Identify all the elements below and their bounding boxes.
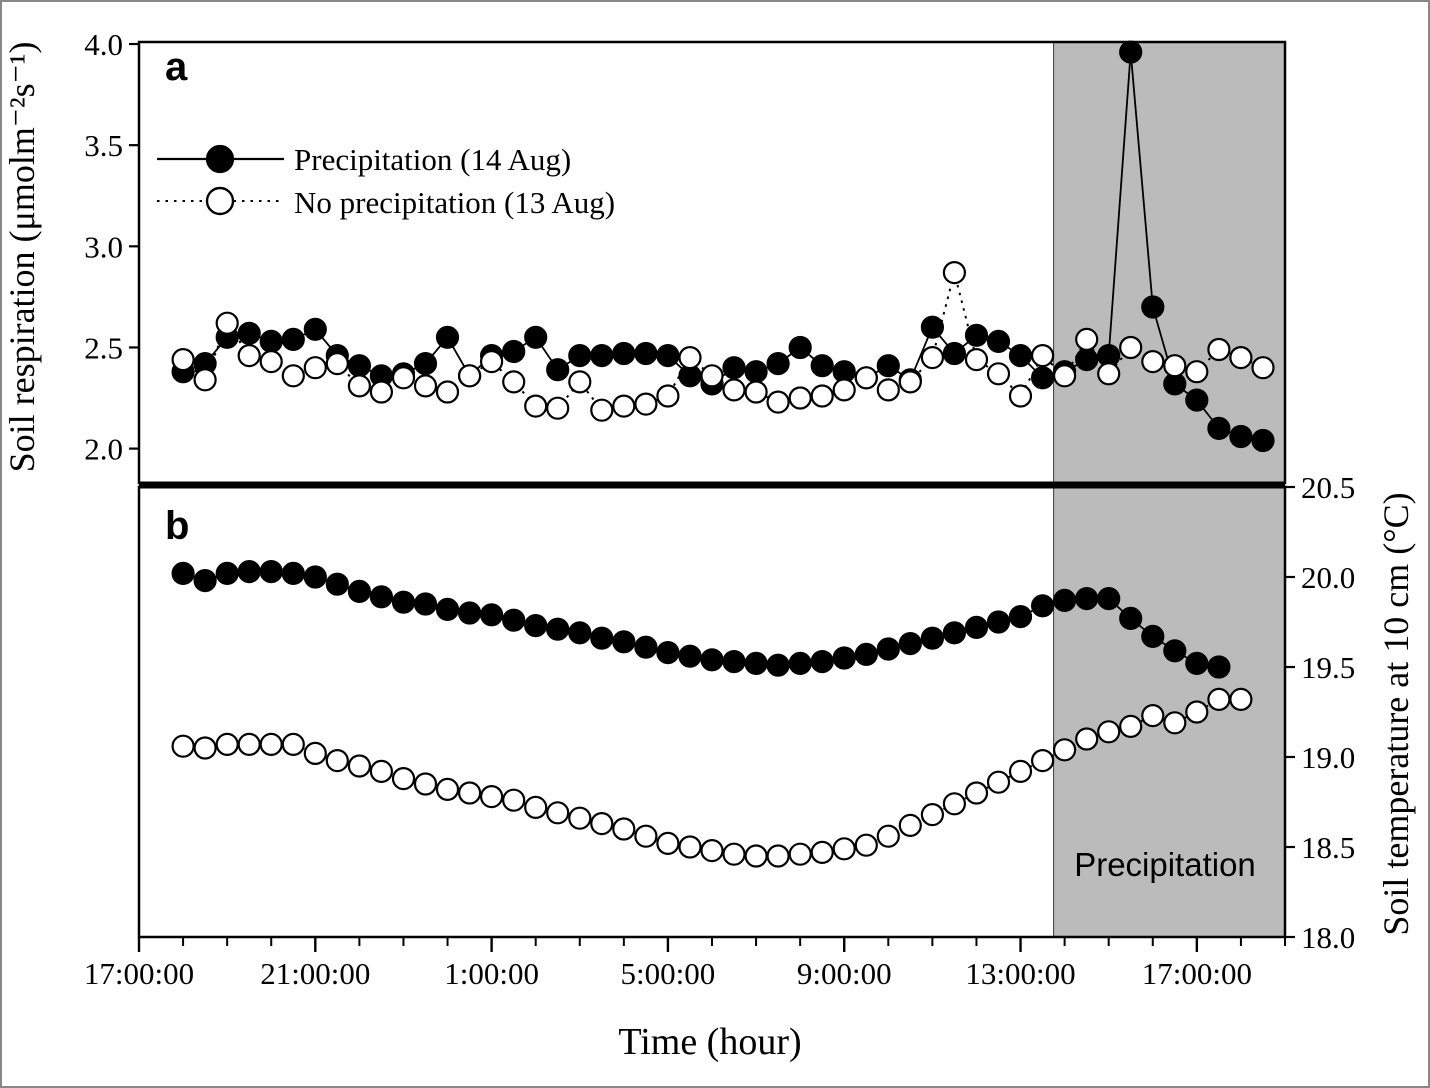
data-point-open-circle-panel-b bbox=[856, 835, 877, 856]
x-axis-tick-label: 1:00:00 bbox=[444, 956, 539, 991]
data-point-open-circle-panel-b bbox=[1054, 739, 1075, 760]
data-point-open-circle-panel-b bbox=[1208, 689, 1229, 710]
data-point-filled-circle-panel-b bbox=[481, 604, 502, 625]
data-point-filled-circle-panel-b bbox=[437, 599, 458, 620]
data-point-open-circle-panel-b bbox=[261, 734, 282, 755]
data-point-open-circle-panel-a bbox=[437, 382, 458, 403]
data-point-filled-circle-panel-a bbox=[657, 345, 678, 366]
data-point-filled-circle-panel-b bbox=[922, 628, 943, 649]
data-point-open-circle-panel-a bbox=[371, 382, 392, 403]
data-point-open-circle-panel-a bbox=[195, 369, 216, 390]
y-axis-right-tick-label: 18.5 bbox=[1301, 830, 1356, 865]
data-point-open-circle-panel-a bbox=[1208, 339, 1229, 360]
data-point-filled-circle-panel-b bbox=[966, 617, 987, 638]
data-point-open-circle-panel-b bbox=[702, 840, 723, 861]
y-axis-left-tick-label: 3.0 bbox=[84, 229, 123, 265]
x-axis-tick-label: 13:00:00 bbox=[965, 956, 1076, 991]
data-point-filled-circle-panel-b bbox=[988, 612, 1009, 633]
data-point-open-circle-panel-a bbox=[591, 400, 612, 421]
data-point-open-circle-panel-b bbox=[459, 783, 480, 804]
data-point-filled-circle-panel-a bbox=[746, 361, 767, 382]
data-point-open-circle-panel-a bbox=[525, 396, 546, 417]
data-point-filled-circle-panel-b bbox=[217, 563, 238, 584]
data-point-open-circle-panel-a bbox=[657, 386, 678, 407]
data-point-filled-circle-panel-b bbox=[459, 603, 480, 624]
data-point-open-circle-panel-b bbox=[195, 738, 216, 759]
data-point-open-circle-panel-a bbox=[988, 363, 1009, 384]
data-point-filled-circle-panel-b bbox=[900, 633, 921, 654]
data-point-open-circle-panel-a bbox=[900, 371, 921, 392]
data-point-filled-circle-panel-b bbox=[239, 561, 260, 582]
data-point-open-circle-panel-b bbox=[569, 808, 590, 829]
data-point-open-circle-panel-a bbox=[1076, 329, 1097, 350]
data-point-open-circle-panel-b bbox=[966, 783, 987, 804]
data-point-filled-circle-panel-b bbox=[613, 631, 634, 652]
data-point-filled-circle-panel-b bbox=[1208, 657, 1229, 678]
data-point-open-circle-panel-b bbox=[239, 734, 260, 755]
data-point-open-circle-panel-b bbox=[1098, 721, 1119, 742]
data-point-open-circle-panel-b bbox=[1120, 716, 1141, 737]
data-point-filled-circle-panel-b bbox=[173, 563, 194, 584]
data-point-open-circle-panel-a bbox=[415, 375, 436, 396]
data-point-filled-circle-panel-b bbox=[768, 655, 789, 676]
data-point-open-circle-panel-a bbox=[1120, 337, 1141, 358]
two-panel-chart bbox=[2, 2, 1430, 1088]
y-axis-right-tick-label: 20.0 bbox=[1301, 560, 1356, 595]
data-point-filled-circle-panel-b bbox=[1032, 595, 1053, 616]
data-point-filled-circle-panel-b bbox=[1164, 640, 1185, 661]
data-point-filled-circle-panel-b bbox=[591, 628, 612, 649]
precipitation-band-panel-a bbox=[1054, 42, 1285, 483]
data-point-open-circle-panel-b bbox=[790, 844, 811, 865]
data-point-filled-circle-panel-a bbox=[283, 329, 304, 350]
data-point-filled-circle-panel-b bbox=[834, 648, 855, 669]
data-point-filled-circle-panel-b bbox=[724, 651, 745, 672]
y-axis-right-tick-label: 19.5 bbox=[1301, 650, 1356, 685]
data-point-filled-circle-panel-a bbox=[922, 317, 943, 338]
legend-label-no-precipitation: No precipitation (13 Aug) bbox=[294, 185, 616, 220]
data-point-open-circle-panel-a bbox=[856, 367, 877, 388]
data-point-open-circle-panel-b bbox=[393, 768, 414, 789]
data-point-filled-circle-panel-a bbox=[503, 341, 524, 362]
data-point-open-circle-panel-b bbox=[900, 815, 921, 836]
y-axis-left-tick-label: 2.5 bbox=[84, 330, 123, 366]
data-point-open-circle-panel-a bbox=[327, 353, 348, 374]
data-point-open-circle-panel-a bbox=[393, 367, 414, 388]
data-point-open-circle-panel-b bbox=[768, 846, 789, 867]
data-point-filled-circle-panel-a bbox=[349, 355, 370, 376]
data-point-filled-circle-panel-b bbox=[1186, 653, 1207, 674]
data-point-open-circle-panel-b bbox=[415, 774, 436, 795]
data-point-filled-circle-panel-a bbox=[1230, 426, 1251, 447]
data-point-filled-circle-panel-a bbox=[415, 353, 436, 374]
data-point-open-circle-panel-b bbox=[1142, 705, 1163, 726]
x-axis-tick-label: 17:00:00 bbox=[1141, 956, 1252, 991]
data-point-filled-circle-panel-a bbox=[812, 355, 833, 376]
y-axis-right-tick-label: 20.5 bbox=[1301, 470, 1356, 505]
data-point-filled-circle-panel-a bbox=[635, 343, 656, 364]
data-point-open-circle-panel-a bbox=[217, 313, 238, 334]
data-point-open-circle-panel-a bbox=[613, 396, 634, 417]
data-point-filled-circle-panel-b bbox=[1098, 588, 1119, 609]
data-point-open-circle-panel-a bbox=[878, 379, 899, 400]
data-point-open-circle-panel-a bbox=[702, 365, 723, 386]
data-point-open-circle-panel-b bbox=[746, 846, 767, 867]
data-point-open-circle-panel-a bbox=[283, 365, 304, 386]
y-axis-left-tick-label: 3.5 bbox=[84, 128, 123, 164]
data-point-open-circle-panel-a bbox=[261, 351, 282, 372]
x-axis-tick-label: 21:00:00 bbox=[260, 956, 371, 991]
data-point-filled-circle-panel-b bbox=[393, 592, 414, 613]
data-point-open-circle-panel-b bbox=[525, 797, 546, 818]
legend-filled-circle-icon bbox=[207, 146, 233, 172]
data-point-filled-circle-panel-b bbox=[657, 642, 678, 663]
data-point-open-circle-panel-b bbox=[173, 736, 194, 757]
y-axis-right-tick-label: 18.0 bbox=[1301, 920, 1356, 955]
data-point-filled-circle-panel-a bbox=[437, 327, 458, 348]
data-point-open-circle-panel-a bbox=[503, 371, 524, 392]
data-point-open-circle-panel-a bbox=[746, 382, 767, 403]
data-point-filled-circle-panel-b bbox=[878, 639, 899, 660]
y-axis-right-tick-label: 19.0 bbox=[1301, 740, 1356, 775]
data-point-filled-circle-panel-a bbox=[878, 355, 899, 376]
data-point-filled-circle-panel-b bbox=[371, 586, 392, 607]
x-axis-tick-label: 17:00:00 bbox=[83, 956, 195, 991]
data-point-filled-circle-panel-a bbox=[613, 343, 634, 364]
data-point-open-circle-panel-b bbox=[1076, 729, 1097, 750]
data-point-open-circle-panel-b bbox=[680, 837, 701, 858]
data-point-open-circle-panel-b bbox=[834, 838, 855, 859]
data-point-open-circle-panel-b bbox=[812, 842, 833, 863]
data-point-filled-circle-panel-b bbox=[569, 622, 590, 643]
panel-b-letter: b bbox=[165, 504, 190, 548]
data-point-open-circle-panel-a bbox=[724, 379, 745, 400]
data-point-open-circle-panel-a bbox=[305, 357, 326, 378]
data-point-filled-circle-panel-a bbox=[261, 331, 282, 352]
data-point-open-circle-panel-b bbox=[327, 750, 348, 771]
data-point-open-circle-panel-b bbox=[503, 790, 524, 811]
data-point-open-circle-panel-b bbox=[988, 772, 1009, 793]
data-point-filled-circle-panel-a bbox=[768, 353, 789, 374]
data-point-open-circle-panel-b bbox=[547, 802, 568, 823]
data-point-open-circle-panel-a bbox=[1054, 365, 1075, 386]
data-point-filled-circle-panel-a bbox=[1032, 367, 1053, 388]
data-point-filled-circle-panel-a bbox=[1076, 349, 1097, 370]
data-point-open-circle-panel-a bbox=[1142, 351, 1163, 372]
data-point-filled-circle-panel-a bbox=[547, 359, 568, 380]
data-point-open-circle-panel-b bbox=[922, 804, 943, 825]
data-point-filled-circle-panel-b bbox=[1054, 590, 1075, 611]
x-axis-tick-label: 5:00:00 bbox=[620, 956, 716, 991]
data-point-open-circle-panel-a bbox=[922, 347, 943, 368]
data-point-open-circle-panel-b bbox=[1010, 761, 1031, 782]
data-point-open-circle-panel-a bbox=[1164, 355, 1185, 376]
legend bbox=[157, 142, 615, 220]
data-point-filled-circle-panel-b bbox=[1120, 608, 1141, 629]
data-point-filled-circle-panel-b bbox=[547, 619, 568, 640]
data-point-open-circle-panel-a bbox=[768, 392, 789, 413]
data-point-open-circle-panel-b bbox=[481, 786, 502, 807]
y-axis-left-tick-label: 4.0 bbox=[84, 27, 123, 63]
data-point-open-circle-panel-a bbox=[481, 351, 502, 372]
data-point-open-circle-panel-a bbox=[966, 349, 987, 370]
data-point-filled-circle-panel-b bbox=[856, 644, 877, 665]
data-point-open-circle-panel-b bbox=[635, 826, 656, 847]
data-point-filled-circle-panel-a bbox=[1253, 430, 1274, 451]
data-point-filled-circle-panel-b bbox=[1142, 626, 1163, 647]
y-axis-title-right: Soil temperature at 10 cm (°C) bbox=[1376, 492, 1416, 936]
data-point-open-circle-panel-a bbox=[635, 394, 656, 415]
data-point-filled-circle-panel-b bbox=[503, 610, 524, 631]
data-point-filled-circle-panel-b bbox=[790, 653, 811, 674]
data-point-filled-circle-panel-b bbox=[944, 622, 965, 643]
data-point-filled-circle-panel-a bbox=[1120, 42, 1141, 63]
data-point-filled-circle-panel-b bbox=[327, 574, 348, 595]
data-point-open-circle-panel-b bbox=[1186, 702, 1207, 723]
data-point-filled-circle-panel-b bbox=[702, 649, 723, 670]
data-point-filled-circle-panel-b bbox=[525, 615, 546, 636]
data-point-open-circle-panel-b bbox=[1032, 750, 1053, 771]
data-point-open-circle-panel-a bbox=[459, 365, 480, 386]
data-point-open-circle-panel-b bbox=[305, 743, 326, 764]
data-point-open-circle-panel-a bbox=[1098, 363, 1119, 384]
data-point-filled-circle-panel-a bbox=[569, 345, 590, 366]
data-point-open-circle-panel-a bbox=[547, 398, 568, 419]
data-point-filled-circle-panel-a bbox=[239, 323, 260, 344]
data-point-filled-circle-panel-a bbox=[1186, 390, 1207, 411]
data-point-open-circle-panel-a bbox=[1253, 357, 1274, 378]
data-point-open-circle-panel-b bbox=[371, 761, 392, 782]
x-axis-tick-label: 9:00:00 bbox=[796, 956, 892, 991]
data-point-open-circle-panel-b bbox=[591, 813, 612, 834]
data-point-open-circle-panel-a bbox=[1010, 386, 1031, 407]
y-axis-left-tick-label: 2.0 bbox=[84, 431, 123, 467]
data-point-open-circle-panel-b bbox=[283, 734, 304, 755]
data-point-open-circle-panel-b bbox=[944, 793, 965, 814]
legend-label-precipitation: Precipitation (14 Aug) bbox=[294, 142, 572, 177]
data-point-open-circle-panel-a bbox=[680, 347, 701, 368]
legend-open-circle-icon bbox=[207, 188, 233, 214]
data-point-open-circle-panel-a bbox=[834, 379, 855, 400]
data-point-open-circle-panel-a bbox=[1186, 361, 1207, 382]
data-point-open-circle-panel-a bbox=[812, 386, 833, 407]
data-point-open-circle-panel-b bbox=[613, 819, 634, 840]
data-point-filled-circle-panel-a bbox=[305, 319, 326, 340]
data-point-filled-circle-panel-b bbox=[349, 581, 370, 602]
data-point-open-circle-panel-a bbox=[790, 388, 811, 409]
data-point-open-circle-panel-a bbox=[1032, 345, 1053, 366]
data-point-filled-circle-panel-a bbox=[944, 343, 965, 364]
data-point-open-circle-panel-b bbox=[1230, 689, 1251, 710]
data-point-open-circle-panel-a bbox=[173, 349, 194, 370]
data-point-filled-circle-panel-b bbox=[261, 561, 282, 582]
data-point-open-circle-panel-b bbox=[724, 844, 745, 865]
data-point-filled-circle-panel-b bbox=[680, 646, 701, 667]
data-point-filled-circle-panel-a bbox=[525, 327, 546, 348]
y-axis-title-left: Soil respiration (μmolm⁻²s⁻¹) bbox=[2, 41, 42, 473]
data-point-open-circle-panel-b bbox=[1164, 712, 1185, 733]
data-point-open-circle-panel-b bbox=[657, 833, 678, 854]
data-point-open-circle-panel-b bbox=[878, 826, 899, 847]
x-axis-title: Time (hour) bbox=[618, 1021, 802, 1063]
data-point-open-circle-panel-a bbox=[349, 375, 370, 396]
data-point-filled-circle-panel-b bbox=[746, 653, 767, 674]
data-point-filled-circle-panel-a bbox=[1010, 345, 1031, 366]
data-point-open-circle-panel-a bbox=[569, 371, 590, 392]
data-point-open-circle-panel-a bbox=[1230, 347, 1251, 368]
data-point-filled-circle-panel-a bbox=[966, 325, 987, 346]
data-point-filled-circle-panel-b bbox=[812, 651, 833, 672]
data-point-filled-circle-panel-a bbox=[1142, 297, 1163, 318]
data-point-filled-circle-panel-a bbox=[591, 345, 612, 366]
panel-a-letter: a bbox=[165, 45, 188, 89]
data-point-filled-circle-panel-a bbox=[988, 331, 1009, 352]
data-point-filled-circle-panel-b bbox=[195, 570, 216, 591]
data-point-filled-circle-panel-a bbox=[790, 337, 811, 358]
data-point-open-circle-panel-b bbox=[437, 779, 458, 800]
data-point-filled-circle-panel-a bbox=[1208, 418, 1229, 439]
data-point-open-circle-panel-b bbox=[217, 734, 238, 755]
data-point-filled-circle-panel-b bbox=[635, 637, 656, 658]
data-point-filled-circle-panel-b bbox=[283, 563, 304, 584]
data-point-filled-circle-panel-b bbox=[415, 594, 436, 615]
precipitation-band-label: Precipitation bbox=[1074, 846, 1256, 883]
data-point-filled-circle-panel-a bbox=[724, 357, 745, 378]
data-point-filled-circle-panel-b bbox=[1010, 606, 1031, 627]
data-point-open-circle-panel-a bbox=[239, 345, 260, 366]
data-point-filled-circle-panel-b bbox=[1076, 588, 1097, 609]
data-point-filled-circle-panel-b bbox=[305, 567, 326, 588]
data-point-open-circle-panel-a bbox=[944, 262, 965, 283]
data-point-open-circle-panel-b bbox=[349, 756, 370, 777]
